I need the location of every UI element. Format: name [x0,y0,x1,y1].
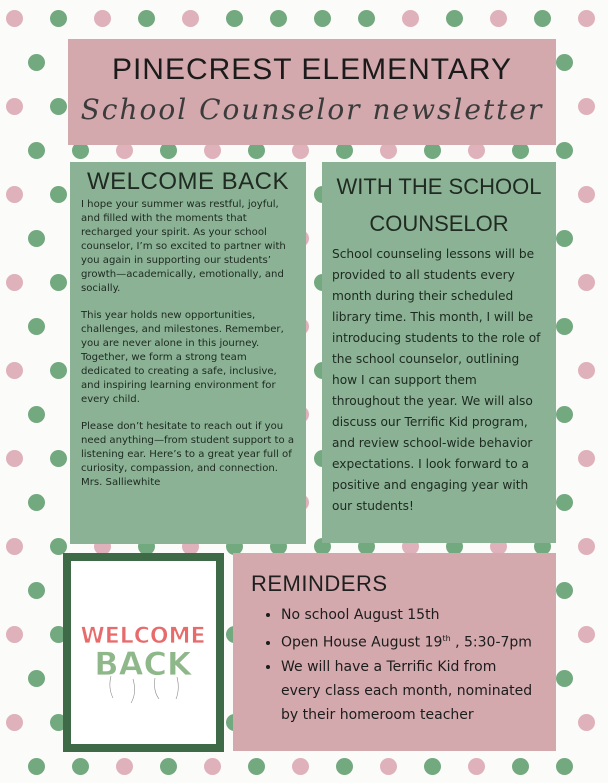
polka-dot [50,98,67,115]
signature: Mrs. Salliewhite [81,477,161,488]
polka-dot [556,758,573,775]
polka-dot [28,142,45,159]
polka-dot [6,450,23,467]
polka-dot [50,186,67,203]
polka-dot [292,758,309,775]
reminders-list [251,603,538,727]
counselor-section [322,162,556,543]
polka-dot [468,758,485,775]
polka-dot [578,186,595,203]
polka-dot [556,318,573,335]
welcome-paragraph-3: Please don’t hesitate to reach out if you need anything—from student support to a listening ear. Here’s to a great year full of curiosity, compassion, and connection. [81,421,295,474]
polka-dot [556,54,573,71]
polka-dot [578,626,595,643]
welcome-title: WELCOME BACK [86,168,290,195]
polka-dot [556,406,573,423]
polka-dot [556,670,573,687]
polka-dot [6,538,23,555]
reminders-section [233,553,556,751]
polka-dot [28,54,45,71]
welcome-back-section [70,162,306,544]
polka-dot [138,10,155,27]
back-word: BACK [94,645,192,683]
polka-dot [424,758,441,775]
reminder-text: Open House August 19 [281,634,443,651]
polka-dot [160,758,177,775]
reminder-item: • We will have a Terrific Kid from every class each month, nominated by their homeroom teacher [281,655,538,727]
polka-dot [94,10,111,27]
polka-dot [270,10,287,27]
welcome-back-image [63,553,224,752]
polka-dot [402,10,419,27]
polka-dot [380,758,397,775]
polka-dot [578,10,595,27]
polka-dot [358,10,375,27]
polka-dot [534,10,551,27]
newsletter-header [68,39,556,145]
polka-dot [50,450,67,467]
polka-dot [556,230,573,247]
polka-dot [578,362,595,379]
polka-dot [512,758,529,775]
polka-dot [50,362,67,379]
polka-dot [28,758,45,775]
polka-dot [28,230,45,247]
polka-dot [6,10,23,27]
polka-dot [28,670,45,687]
polka-dot [50,10,67,27]
newsletter-subtitle: School Counselor newsletter [80,93,544,126]
polka-dot [6,98,23,115]
polka-dot [182,10,199,27]
polka-dot [116,758,133,775]
polka-dot [336,758,353,775]
counselor-title-line-2: COUNSELOR [369,211,509,236]
reminder-time: , 5:30-7pm [450,634,532,651]
balloon-letters-graphic [71,561,216,744]
reminder-item [281,627,538,655]
welcome-paragraph-2: This year holds new opportunities, challenges, and milestones. Remember, you are never alone in this journey. Together, we form a strong team dedicated to creating a safe, inclusive, and inspiring learning environment for every child. [81,310,284,405]
polka-dot [556,582,573,599]
polka-dot [314,10,331,27]
polka-dot [6,362,23,379]
polka-dot [578,450,595,467]
welcome-word: WELCOME [80,624,206,649]
polka-dot [578,714,595,731]
polka-dot [446,10,463,27]
polka-dot [204,758,221,775]
polka-dot [28,494,45,511]
reminders-title: REMINDERS [251,571,388,596]
polka-dot [6,274,23,291]
polka-dot [28,318,45,335]
polka-dot [490,10,507,27]
school-name: PINECREST ELEMENTARY [111,53,513,86]
welcome-paragraph-1: I hope your summer was restful, joyful, and filled with the moments that recharged your spirit. As your school counselor, I’m so excited to partner with you again in supporting our students’ growth—academically, emotionally, and socially. [81,199,286,294]
polka-dot [28,582,45,599]
reminder-item: • No school August 15th [281,603,538,627]
counselor-title-line-1: WITH THE SCHOOL [336,174,542,199]
polka-dot [248,758,265,775]
ordinal-suffix: th [442,634,451,643]
polka-dot [6,714,23,731]
polka-dot [50,274,67,291]
polka-dot [6,626,23,643]
polka-dot [28,406,45,423]
polka-dot [556,142,573,159]
polka-dot [6,186,23,203]
polka-dot [226,10,243,27]
polka-dot [72,758,89,775]
polka-dot [578,538,595,555]
polka-dot [556,494,573,511]
counselor-body: School counseling lessons will be provided to all students every month during their scheduled library time. This month, I will be introducing students to the role of the school counselor, outlining how I can support them throughout the year. We will also discuss our Terrific Kid program, and review school-wide behavior expectations. I look forward to a positive and engaging year with our students! [332,247,541,513]
polka-dot [578,98,595,115]
polka-dot [578,274,595,291]
